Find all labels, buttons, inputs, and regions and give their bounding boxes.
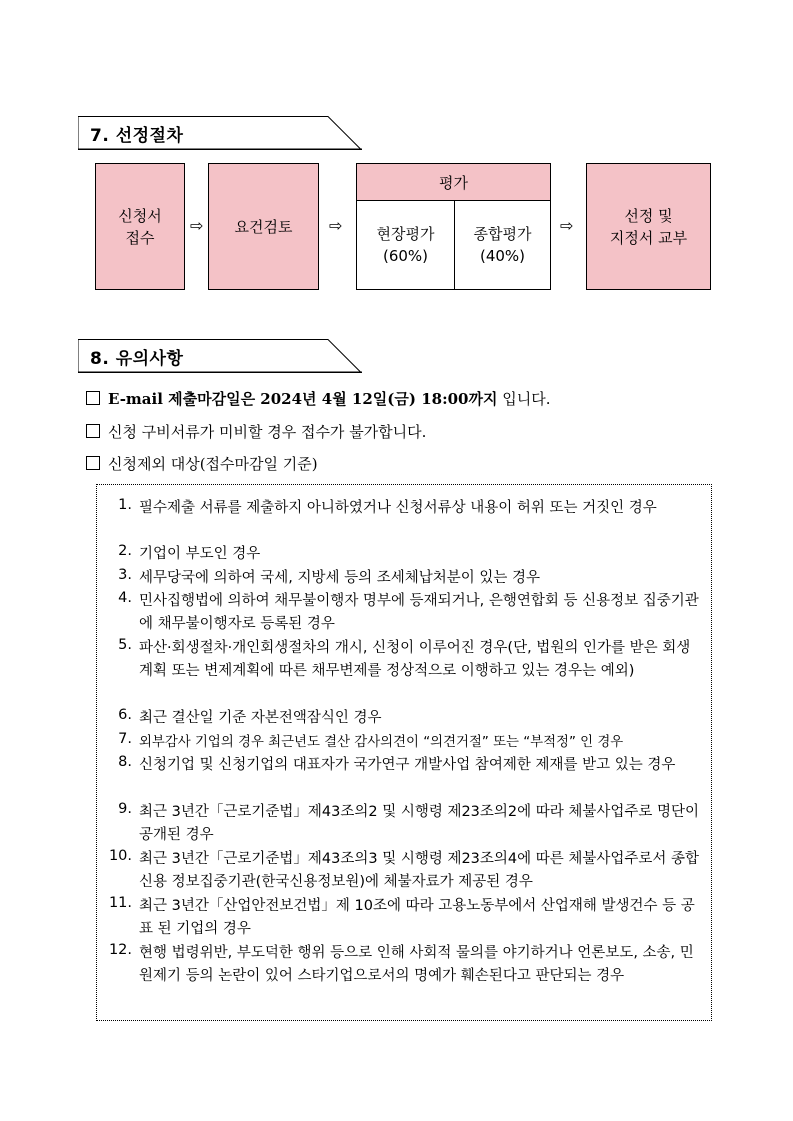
list-item-number: 11. (108, 895, 132, 911)
list-item-text: 외부감사 기업의 경우 최근년도 결산 감사의견이 “의견거절” 또는 “부적정” 인 경우 (139, 735, 624, 750)
note-deadline (86, 388, 550, 409)
list-item-number: 6. (118, 707, 132, 723)
step-application-box (95, 163, 185, 290)
note-deadline-rest: 입니다. (497, 390, 551, 408)
section-8-title: 8. 유의사항 (90, 349, 184, 369)
note-documents (86, 421, 426, 442)
list-item-number: 7. (118, 731, 132, 747)
list-item-text: 신청기업 및 신청기업의 대표자가 국가연구 개발사업 참여제한 제재를 받고 있는 경우 (139, 757, 676, 773)
list-item-number: 8. (118, 754, 132, 770)
evaluation-group (356, 163, 551, 290)
list-item-number: 5. (118, 637, 132, 653)
list-item-number: 2. (118, 543, 132, 559)
checkbox-icon (86, 424, 100, 438)
section-8-header (78, 339, 362, 373)
step-selection-line2: 지정서 교부 (609, 228, 688, 247)
list-item-text: 기업이 부도인 경우 (139, 546, 261, 562)
evaluation-onsite-box (357, 201, 455, 289)
list-item-text: 세무당국에 의하여 국세, 지방세 등의 조세체납처분이 있는 경우 (139, 570, 541, 586)
list-item-text: 최근 3년간「근로기준법」제43조의2 및 시행령 제23조의2에 따라 체불사업주로 명단이 공개된 경우 (139, 804, 700, 844)
checkbox-icon (86, 456, 100, 470)
evaluation-header-label: 평가 (439, 173, 468, 192)
list-item-text: 민사집행법에 의하여 채무불이행자 명부에 등재되거나, 은행연합회 등 신용정보 집중기관에 채무불이행자로 등록된 경우 (139, 593, 699, 633)
list-item-text: 최근 3년간「근로기준법」제43조의3 및 시행령 제23조의4에 따른 체불사업주로서 종합신용 정보집중기관(한국신용정보원)에 체불자료가 제공된 경우 (139, 851, 700, 891)
list-item-number: 10. (108, 848, 132, 864)
arrow-icon: ⇨ (329, 216, 343, 235)
section-7-title: 7. 선정절차 (90, 126, 184, 146)
evaluation-overall-box (455, 201, 550, 289)
step-selection-box (586, 163, 711, 290)
note-exclusions-text: 신청제외 대상(접수마감일 기준) (108, 455, 318, 473)
list-item-text: 파산·회생절차·개인회생절차의 개시, 신청이 이루어진 경우(단, 법원의 인가를 받은 회생 계획 또는 변제계획에 따른 채무변제를 정상적으로 이행하고 있는 경우는 예외) (139, 640, 691, 680)
step-application-line2: 접수 (125, 228, 155, 247)
list-item-text: 최근 3년간「산업안전보건법」제 10조에 따라 고용노동부에서 산업재해 발생건수 등 공표 된 기업의 경우 (139, 898, 695, 938)
note-deadline-bold: E-mail 제출마감일은 2024년 4월 12일(금) 18:00까지 (108, 390, 498, 408)
step-requirements-label: 요건검토 (234, 217, 293, 236)
list-item-text: 현행 법령위반, 부도덕한 행위 등으로 인해 사회적 물의를 야기하거나 언론보도, 소송, 민원제기 등의 논란이 있어 스타기업으로서의 명예가 훼손된다고 판단되는 경우 (139, 945, 694, 985)
evaluation-overall-label: 종합평가 (473, 225, 532, 243)
step-selection-line1: 선정 및 (624, 206, 673, 225)
list-item-number: 9. (118, 801, 132, 817)
step-application-line1: 신청서 (118, 206, 162, 225)
evaluation-onsite-weight: (60%) (382, 247, 429, 265)
step-requirements-box (208, 163, 319, 290)
evaluation-onsite-label: 현장평가 (376, 225, 435, 243)
note-exclusions (86, 453, 318, 474)
list-item-number: 1. (118, 497, 132, 513)
section-7-header (78, 116, 362, 150)
list-item-text: 필수제출 서류를 제출하지 아니하였거나 신청서류상 내용이 허위 또는 거짓인 경우 (139, 500, 657, 516)
evaluation-header (357, 164, 550, 201)
arrow-icon: ⇨ (190, 216, 204, 235)
evaluation-overall-weight: (40%) (479, 247, 526, 265)
list-item-number: 3. (118, 567, 132, 583)
list-item-number: 12. (108, 942, 132, 958)
list-item-number: 4. (118, 590, 132, 606)
arrow-icon: ⇨ (560, 216, 574, 235)
note-documents-text: 신청 구비서류가 미비할 경우 접수가 불가합니다. (108, 423, 427, 441)
checkbox-icon (86, 391, 100, 405)
list-item-text: 최근 결산일 기준 자본전액잠식인 경우 (139, 710, 382, 726)
